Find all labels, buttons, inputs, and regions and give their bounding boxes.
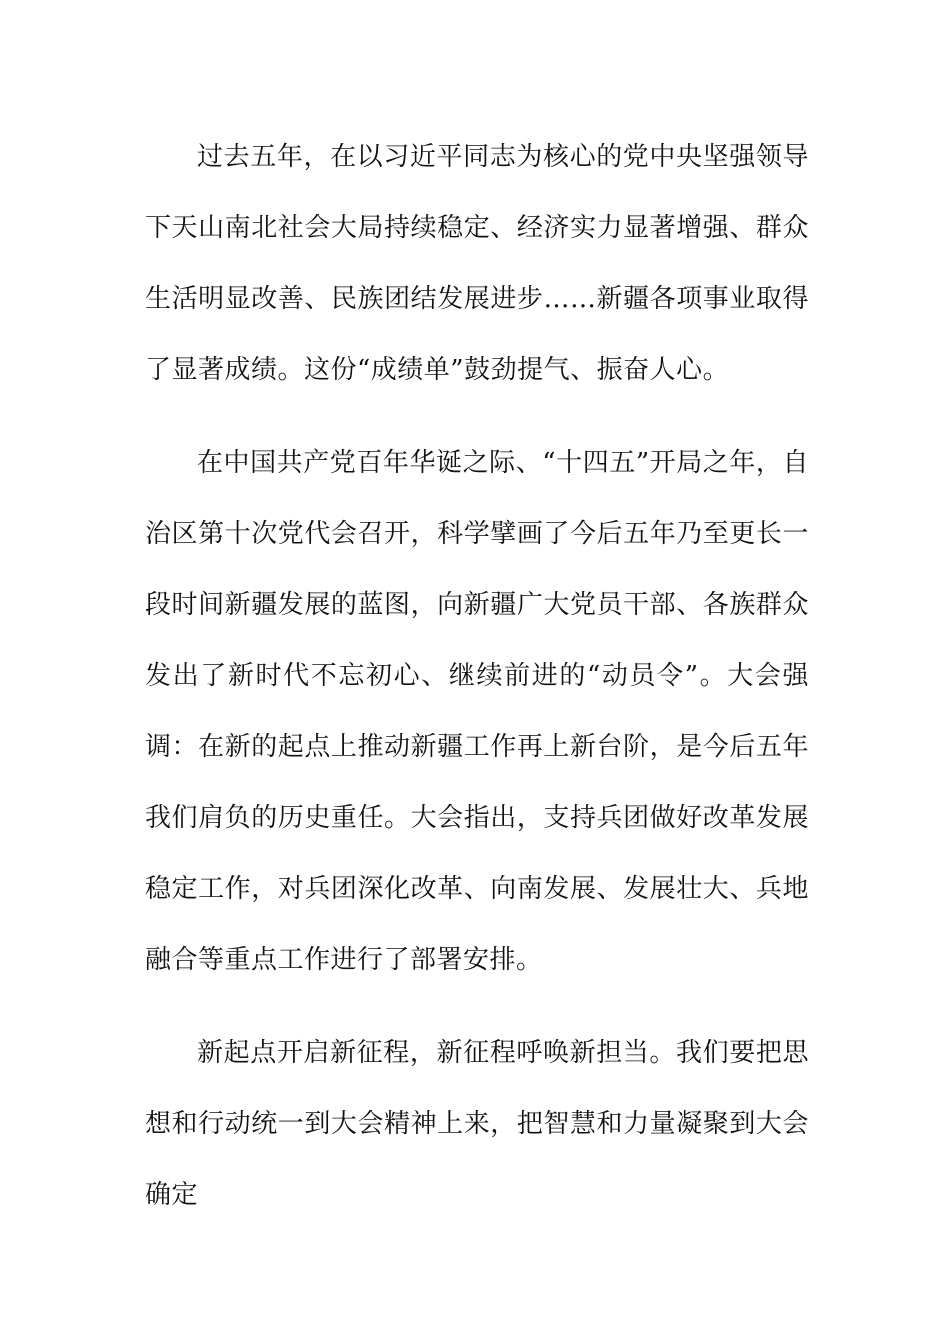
paragraph-3: 新起点开启新征程，新征程呼唤新担当。我们要把思想和行动统一到大会精神上来，把智慧和力量凝聚到大会确定	[145, 1038, 809, 1210]
paragraph-1: 过去五年，在以习近平同志为核心的党中央坚强领导下天山南北社会大局持续稳定、经济实力显著增强、群众生活明显改善、民族团结发展进步……新疆各项事业取得了显著成绩。这份“成绩单”鼓劲提气、振奋人心。	[145, 142, 809, 385]
paragraph-2: 在中国共产党百年华诞之际、“十四五”开局之年，自治区第十次党代会召开，科学擘画了今后五年乃至更长一段时间新疆发展的蓝图，向新疆广大党员干部、各族群众发出了新时代不忘初心、继续前进的“动员令”。大会强调：在新的起点上推动新疆工作再上新台阶，是今后五年我们肩负的历史重任。大会指出，支持兵团做好改革发展稳定工作，对兵团深化改革、向南发展、发展壮大、兵地融合等重点工作进行了部署安排。	[145, 448, 809, 975]
document-body	[145, 122, 809, 1231]
